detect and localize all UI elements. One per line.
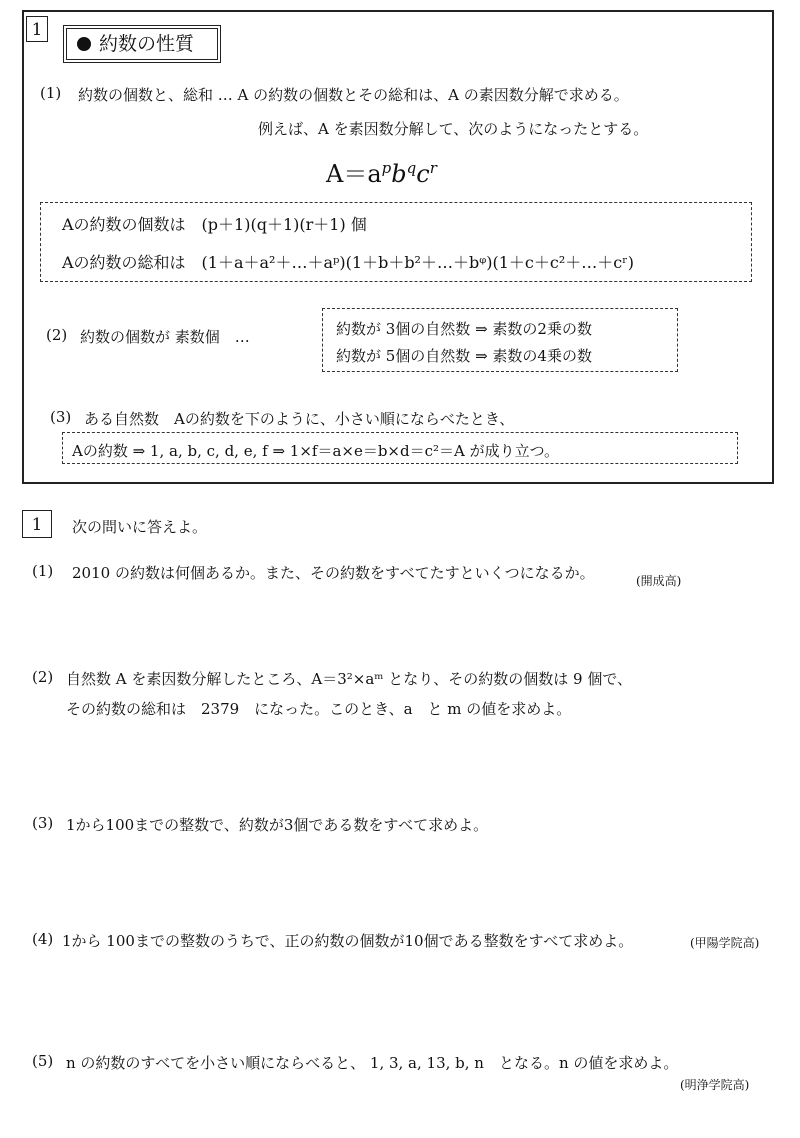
p1-text2: 例えば、A を素因数分解して、次のようになったとする。 xyxy=(258,120,649,138)
bullet-icon xyxy=(77,37,91,51)
q2-text2: その約数の総和は 2379 になった。このとき、a と m の値を求めよ。 xyxy=(66,700,572,718)
p3-text: ある自然数 Aの約数を下のように、小さい順にならべたとき、 xyxy=(84,410,515,428)
p1-label: (1) xyxy=(40,84,62,102)
q4-source: (甲陽学院高) xyxy=(690,936,760,950)
p2-line1: 約数が 3個の自然数 ⇒ 素数の2乗の数 xyxy=(336,320,592,338)
q2-label: (2) xyxy=(32,668,54,686)
p1-text: 約数の個数と、総和 … A の約数の個数とその総和は、A の素因数分解で求める。 xyxy=(78,86,629,104)
q1-label: (1) xyxy=(32,562,54,580)
formula-c: c xyxy=(416,160,430,188)
questions-number: 1 xyxy=(22,510,52,538)
exp-q: q xyxy=(406,159,417,177)
p3-label: (3) xyxy=(50,408,72,426)
q5-source: (明浄学院高) xyxy=(680,1078,750,1092)
q3-text: 1から100までの整数で、約数が3個である数をすべて求めよ。 xyxy=(66,816,489,834)
q4-text: 1から 100までの整数のうちで、正の約数の個数が10個である整数をすべて求めよ。 xyxy=(62,932,634,950)
q5-label: (5) xyxy=(32,1052,54,1070)
p1-formula xyxy=(326,154,437,189)
p2-text: 約数の個数が 素数個 … xyxy=(80,328,250,346)
exp-p: p xyxy=(381,159,392,177)
q2-text: 自然数 A を素因数分解したところ、A＝3²×aᵐ となり、その約数の個数は 9 個で、 xyxy=(66,670,633,688)
q5-text: n の約数のすべてを小さい順にならべると、 1, 3, a, 13, b, n となる。n の値を求めよ。 xyxy=(66,1054,679,1072)
section-title xyxy=(66,28,218,60)
q1-source: (開成高) xyxy=(636,574,682,588)
questions-intro: 次の問いに答えよ。 xyxy=(72,518,208,536)
p1-sum-line: Aの約数の総和は (1＋a＋a²＋…＋aᵖ)(1＋b＋b²＋…＋bᵠ)(1＋c＋c²＋…＋cʳ) xyxy=(62,253,635,272)
p2-label: (2) xyxy=(46,326,68,344)
p3-box-text: Aの約数 ⇒ 1, a, b, c, d, e, f ⇒ 1×f＝a×e＝b×d＝c²＝A が成り立つ。 xyxy=(72,442,560,460)
p1-count-line: Aの約数の個数は (p＋1)(q＋1)(r＋1) 個 xyxy=(62,215,367,234)
section-number: 1 xyxy=(26,16,48,42)
formula-b: b xyxy=(391,160,407,188)
exp-r: r xyxy=(429,159,437,177)
q1-text: 2010 の約数は何個あるか。また、その約数をすべてたすといくつになるか。 xyxy=(72,564,595,582)
p2-line2: 約数が 5個の自然数 ⇒ 素数の4乗の数 xyxy=(336,347,592,365)
q4-label: (4) xyxy=(32,930,54,948)
section-title-text: 約数の性質 xyxy=(99,33,195,55)
formula-a: A＝a xyxy=(326,160,382,188)
q3-label: (3) xyxy=(32,814,54,832)
